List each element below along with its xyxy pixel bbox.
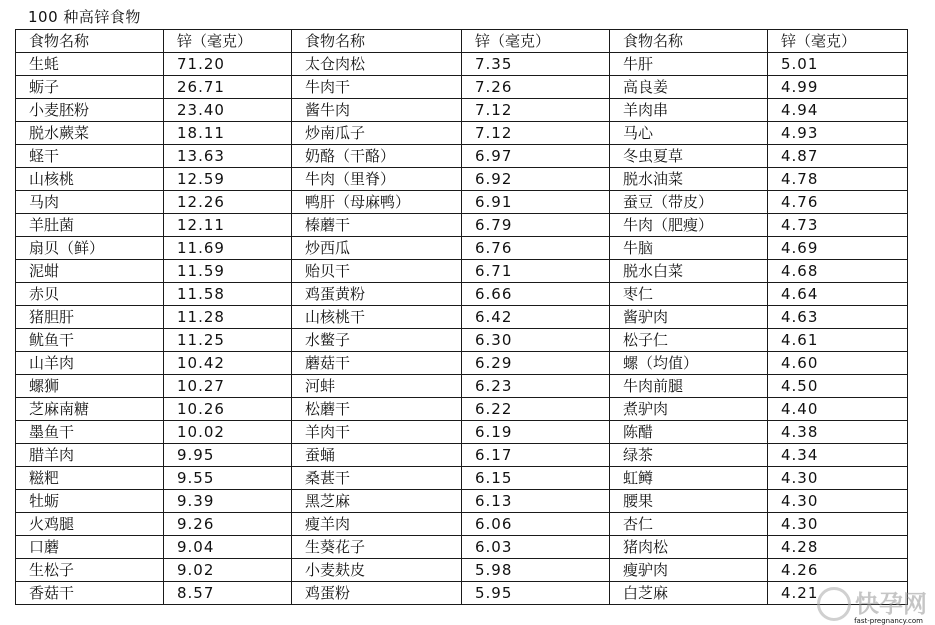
food-name-cell: 小麦麸皮: [292, 559, 462, 582]
food-name-cell: 蛏干: [16, 145, 164, 168]
table-row: [16, 375, 908, 398]
table-row: [16, 168, 908, 191]
header-zinc-mg-1: 锌（毫克）: [164, 30, 292, 53]
zinc-value-cell: 6.92: [462, 168, 610, 191]
zinc-value-cell: 6.71: [462, 260, 610, 283]
header-zinc-mg-3: 锌（毫克）: [768, 30, 908, 53]
food-name-cell: 河蚌: [292, 375, 462, 398]
zinc-value-cell: 10.26: [164, 398, 292, 421]
food-name-cell: 脱水油菜: [610, 168, 768, 191]
food-name-cell: 松蘑干: [292, 398, 462, 421]
food-name-cell: 羊肚菌: [16, 214, 164, 237]
table-row: [16, 467, 908, 490]
food-name-cell: 桑葚干: [292, 467, 462, 490]
food-name-cell: 芝麻南糖: [16, 398, 164, 421]
header-food-name-2: 食物名称: [292, 30, 462, 53]
food-name-cell: 榛蘑干: [292, 214, 462, 237]
food-name-cell: 绿茶: [610, 444, 768, 467]
zinc-value-cell: 6.23: [462, 375, 610, 398]
food-name-cell: 水鳖子: [292, 329, 462, 352]
food-name-cell: 牛脑: [610, 237, 768, 260]
zinc-value-cell: 23.40: [164, 99, 292, 122]
food-name-cell: 扇贝（鲜）: [16, 237, 164, 260]
zinc-value-cell: 6.79: [462, 214, 610, 237]
table-row: [16, 76, 908, 99]
zinc-value-cell: 8.57: [164, 582, 292, 605]
zinc-value-cell: 6.97: [462, 145, 610, 168]
food-name-cell: 白芝麻: [610, 582, 768, 605]
food-name-cell: 马心: [610, 122, 768, 145]
food-name-cell: 牛肉前腿: [610, 375, 768, 398]
food-name-cell: 酱牛肉: [292, 99, 462, 122]
zinc-value-cell: 4.28: [768, 536, 908, 559]
zinc-value-cell: 4.38: [768, 421, 908, 444]
table-row: [16, 536, 908, 559]
food-name-cell: 贻贝干: [292, 260, 462, 283]
food-name-cell: 陈醋: [610, 421, 768, 444]
table-row: [16, 283, 908, 306]
table-row: [16, 329, 908, 352]
food-name-cell: 鱿鱼干: [16, 329, 164, 352]
zinc-value-cell: 4.93: [768, 122, 908, 145]
table-row: [16, 306, 908, 329]
food-name-cell: 牛肝: [610, 53, 768, 76]
food-name-cell: 炒西瓜: [292, 237, 462, 260]
table-row: [16, 398, 908, 421]
food-name-cell: 马肉: [16, 191, 164, 214]
zinc-value-cell: 6.22: [462, 398, 610, 421]
food-name-cell: 酱驴肉: [610, 306, 768, 329]
food-name-cell: 鸡蛋黄粉: [292, 283, 462, 306]
food-name-cell: 牡蛎: [16, 490, 164, 513]
table-row: [16, 582, 908, 605]
food-name-cell: 枣仁: [610, 283, 768, 306]
food-name-cell: 松子仁: [610, 329, 768, 352]
zinc-value-cell: 4.78: [768, 168, 908, 191]
food-name-cell: 猪胆肝: [16, 306, 164, 329]
table-row: [16, 490, 908, 513]
zinc-value-cell: 11.69: [164, 237, 292, 260]
zinc-value-cell: 4.76: [768, 191, 908, 214]
zinc-value-cell: 4.64: [768, 283, 908, 306]
zinc-value-cell: 4.30: [768, 467, 908, 490]
zinc-value-cell: 71.20: [164, 53, 292, 76]
food-name-cell: 虹鳟: [610, 467, 768, 490]
zinc-value-cell: 6.66: [462, 283, 610, 306]
zinc-value-cell: 10.27: [164, 375, 292, 398]
table-row: [16, 145, 908, 168]
food-name-cell: 瘦驴肉: [610, 559, 768, 582]
zinc-value-cell: 7.35: [462, 53, 610, 76]
site-logo-icon: [817, 587, 851, 621]
zinc-value-cell: 4.40: [768, 398, 908, 421]
zinc-value-cell: 4.69: [768, 237, 908, 260]
zinc-value-cell: 6.13: [462, 490, 610, 513]
food-name-cell: 脱水蕨菜: [16, 122, 164, 145]
table-row: [16, 191, 908, 214]
zinc-value-cell: 4.87: [768, 145, 908, 168]
food-name-cell: 山羊肉: [16, 352, 164, 375]
zinc-value-cell: 4.94: [768, 99, 908, 122]
food-name-cell: 山核桃: [16, 168, 164, 191]
food-name-cell: 瘦羊肉: [292, 513, 462, 536]
food-name-cell: 羊肉串: [610, 99, 768, 122]
food-name-cell: 杏仁: [610, 513, 768, 536]
food-name-cell: 小麦胚粉: [16, 99, 164, 122]
table-row: [16, 122, 908, 145]
zinc-value-cell: 6.17: [462, 444, 610, 467]
table-row: [16, 352, 908, 375]
header-food-name-3: 食物名称: [610, 30, 768, 53]
zinc-value-cell: 9.26: [164, 513, 292, 536]
food-name-cell: 生葵花子: [292, 536, 462, 559]
zinc-value-cell: 5.01: [768, 53, 908, 76]
zinc-value-cell: 10.02: [164, 421, 292, 444]
food-name-cell: 蛎子: [16, 76, 164, 99]
zinc-value-cell: 4.21: [768, 582, 908, 605]
food-name-cell: 泥蚶: [16, 260, 164, 283]
food-name-cell: 太仓肉松: [292, 53, 462, 76]
zinc-value-cell: 4.26: [768, 559, 908, 582]
food-name-cell: 高良姜: [610, 76, 768, 99]
zinc-value-cell: 11.59: [164, 260, 292, 283]
zinc-value-cell: 9.02: [164, 559, 292, 582]
zinc-value-cell: 6.29: [462, 352, 610, 375]
food-name-cell: 鸡蛋粉: [292, 582, 462, 605]
zinc-value-cell: 4.68: [768, 260, 908, 283]
zinc-value-cell: 6.06: [462, 513, 610, 536]
food-name-cell: 炒南瓜子: [292, 122, 462, 145]
table-row: [16, 513, 908, 536]
table-row: [16, 237, 908, 260]
zinc-value-cell: 6.42: [462, 306, 610, 329]
food-name-cell: 冬虫夏草: [610, 145, 768, 168]
zinc-value-cell: 9.55: [164, 467, 292, 490]
site-watermark: [817, 587, 927, 621]
food-name-cell: 腊羊肉: [16, 444, 164, 467]
zinc-value-cell: 4.61: [768, 329, 908, 352]
table-title: 100 种高锌食物: [28, 8, 141, 26]
zinc-value-cell: 6.30: [462, 329, 610, 352]
zinc-value-cell: 4.63: [768, 306, 908, 329]
zinc-value-cell: 4.99: [768, 76, 908, 99]
table-row: [16, 214, 908, 237]
zinc-value-cell: 4.34: [768, 444, 908, 467]
food-name-cell: 脱水白菜: [610, 260, 768, 283]
zinc-value-cell: 18.11: [164, 122, 292, 145]
zinc-value-cell: 9.39: [164, 490, 292, 513]
zinc-value-cell: 26.71: [164, 76, 292, 99]
food-name-cell: 奶酪（干酪）: [292, 145, 462, 168]
zinc-value-cell: 6.19: [462, 421, 610, 444]
food-name-cell: 鸭肝（母麻鸭）: [292, 191, 462, 214]
food-name-cell: 山核桃干: [292, 306, 462, 329]
food-name-cell: 蚕豆（带皮）: [610, 191, 768, 214]
zinc-value-cell: 9.95: [164, 444, 292, 467]
zinc-value-cell: 9.04: [164, 536, 292, 559]
zinc-value-cell: 5.95: [462, 582, 610, 605]
food-name-cell: 螺狮: [16, 375, 164, 398]
zinc-value-cell: 7.26: [462, 76, 610, 99]
zinc-value-cell: 6.03: [462, 536, 610, 559]
zinc-value-cell: 6.76: [462, 237, 610, 260]
zinc-value-cell: 7.12: [462, 122, 610, 145]
table-row: [16, 559, 908, 582]
header-food-name-1: 食物名称: [16, 30, 164, 53]
table-row: [16, 421, 908, 444]
food-name-cell: 牛肉（肥瘦）: [610, 214, 768, 237]
food-name-cell: 赤贝: [16, 283, 164, 306]
header-zinc-mg-2: 锌（毫克）: [462, 30, 610, 53]
food-name-cell: 蚕蛹: [292, 444, 462, 467]
zinc-value-cell: 4.73: [768, 214, 908, 237]
food-name-cell: 墨鱼干: [16, 421, 164, 444]
food-name-cell: 羊肉干: [292, 421, 462, 444]
table-row: [16, 53, 908, 76]
food-name-cell: 香菇干: [16, 582, 164, 605]
zinc-value-cell: 13.63: [164, 145, 292, 168]
zinc-value-cell: 12.11: [164, 214, 292, 237]
zinc-value-cell: 10.42: [164, 352, 292, 375]
food-name-cell: 火鸡腿: [16, 513, 164, 536]
zinc-value-cell: 6.91: [462, 191, 610, 214]
zinc-food-table: [15, 29, 908, 605]
table-row: [16, 99, 908, 122]
food-name-cell: 口蘑: [16, 536, 164, 559]
food-name-cell: 煮驴肉: [610, 398, 768, 421]
food-name-cell: 生蚝: [16, 53, 164, 76]
food-name-cell: 黑芝麻: [292, 490, 462, 513]
zinc-value-cell: 5.98: [462, 559, 610, 582]
food-name-cell: 牛肉干: [292, 76, 462, 99]
table-row: [16, 444, 908, 467]
zinc-value-cell: 11.58: [164, 283, 292, 306]
food-name-cell: 牛肉（里脊）: [292, 168, 462, 191]
zinc-value-cell: 4.60: [768, 352, 908, 375]
zinc-value-cell: 11.25: [164, 329, 292, 352]
food-name-cell: 猪肉松: [610, 536, 768, 559]
food-name-cell: 腰果: [610, 490, 768, 513]
zinc-value-cell: 4.30: [768, 513, 908, 536]
watermark-url: fast-pregnancy.com: [854, 617, 923, 625]
food-name-cell: 蘑菇干: [292, 352, 462, 375]
zinc-value-cell: 7.12: [462, 99, 610, 122]
zinc-value-cell: 4.50: [768, 375, 908, 398]
zinc-value-cell: 6.15: [462, 467, 610, 490]
zinc-value-cell: 4.30: [768, 490, 908, 513]
food-name-cell: 螺（均值）: [610, 352, 768, 375]
zinc-value-cell: 11.28: [164, 306, 292, 329]
watermark-text: 快孕网: [855, 590, 927, 618]
zinc-value-cell: 12.59: [164, 168, 292, 191]
food-name-cell: 糍粑: [16, 467, 164, 490]
zinc-value-cell: 12.26: [164, 191, 292, 214]
table-row: [16, 260, 908, 283]
food-name-cell: 生松子: [16, 559, 164, 582]
header-row: [16, 30, 908, 53]
